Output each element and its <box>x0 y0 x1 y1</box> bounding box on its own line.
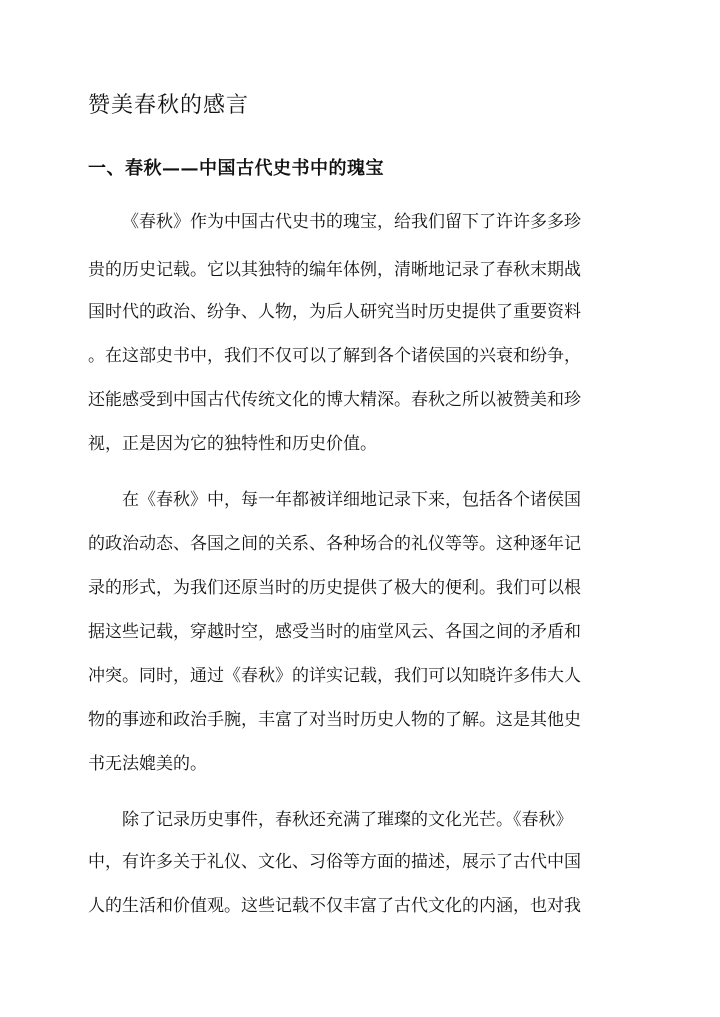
paragraph-2-line: 据这些记载，穿越时空，感受当时的庙堂风云、各国之间的矛盾和 <box>88 622 581 642</box>
paragraph-2-line: 录的形式，为我们还原当时的历史提供了极大的便利。我们可以根 <box>88 578 581 598</box>
section-heading: 一、春秋——中国古代史书中的瑰宝 <box>88 158 384 179</box>
paragraph-3-line: 中，有许多关于礼仪、文化、习俗等方面的描述，展示了古代中国 <box>88 852 581 872</box>
paragraph-2-line: 在《春秋》中，每一年都被详细地记录下来，包括各个诸侯国 <box>122 490 581 510</box>
paragraph-1-line: 还能感受到中国古代传统文化的博大精深。春秋之所以被赞美和珍 <box>88 390 581 410</box>
paragraph-3-line: 人的生活和价值观。这些记载不仅丰富了古代文化的内涵，也对我 <box>88 896 581 916</box>
document-title: 赞美春秋的感言 <box>88 93 250 118</box>
paragraph-1-line: 《春秋》作为中国古代史书的瑰宝，给我们留下了许许多多珍 <box>122 212 581 232</box>
paragraph-1-line: 国时代的政治、纷争、人物，为后人研究当时历史提供了重要资料 <box>88 302 581 322</box>
paragraph-2-line: 冲突。同时，通过《春秋》的详实记载，我们可以知晓许多伟大人 <box>88 666 581 686</box>
paragraph-2-line: 书无法媲美的。 <box>88 754 207 774</box>
paragraph-1-line: 贵的历史记载。它以其独特的编年体例，清晰地记录了春秋末期战 <box>88 260 581 280</box>
paragraph-2-line: 物的事迹和政治手腕，丰富了对当时历史人物的了解。这是其他史 <box>88 710 581 730</box>
paragraph-2-line: 的政治动态、各国之间的关系、各种场合的礼仪等等。这种逐年记 <box>88 534 581 554</box>
paragraph-1-line: 视，正是因为它的独特性和历史价值。 <box>88 434 377 454</box>
paragraph-1-line: 。在这部史书中，我们不仅可以了解到各个诸侯国的兴衰和纷争， <box>88 346 581 366</box>
paragraph-3-line: 除了记录历史事件，春秋还充满了璀璨的文化光芒。《春秋》 <box>122 810 573 830</box>
